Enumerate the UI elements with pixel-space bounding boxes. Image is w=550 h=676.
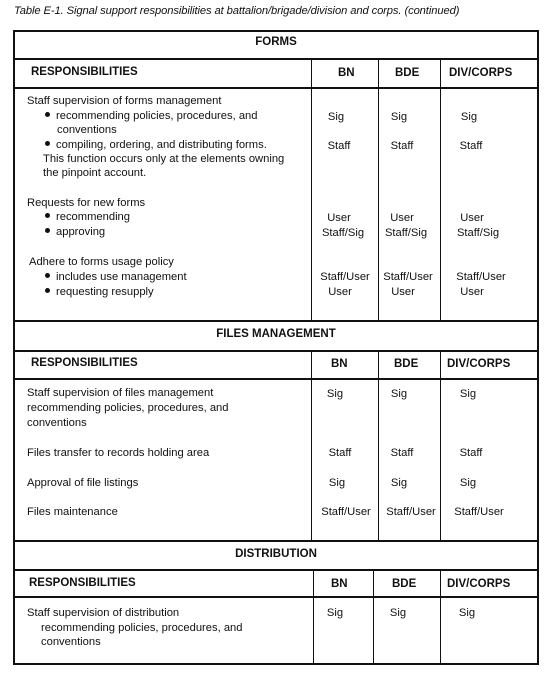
forms-col-header-div-corps: DIV/CORPS xyxy=(449,67,513,79)
cell-bde: Sig xyxy=(390,111,408,123)
divider xyxy=(15,87,537,89)
forms-group-heading: Requests for new forms xyxy=(27,197,146,209)
cell-bde: Sig xyxy=(390,388,408,400)
cell-div-corps: Staff xyxy=(459,140,483,152)
forms-col-header-bde: BDE xyxy=(395,67,420,79)
divider xyxy=(15,378,537,380)
column-divider xyxy=(373,569,374,665)
cell-bde: User xyxy=(390,212,414,224)
column-divider xyxy=(311,58,312,320)
divider xyxy=(15,350,537,352)
cell-div-corps: User xyxy=(460,212,484,224)
distribution-col-header-responsibilities: RESPONSIBILITIES xyxy=(29,577,136,589)
distribution-col-header-bde: BDE xyxy=(392,578,417,590)
distribution-row-label: Staff supervision of distribution xyxy=(27,607,180,619)
divider xyxy=(15,58,537,60)
column-divider xyxy=(378,350,379,540)
list-item: compiling, ordering, and distributing forms. xyxy=(45,138,267,153)
files-row-label: conventions xyxy=(27,417,87,429)
cell-div-corps: User xyxy=(460,286,484,298)
cell-bn: Staff xyxy=(328,447,352,459)
cell-bn: Sig xyxy=(328,477,346,489)
files-row-label: Staff supervision of files management xyxy=(27,387,214,399)
list-item-continuation: This function occurs only at the elements owning xyxy=(43,153,285,165)
cell-bn: User xyxy=(328,286,352,298)
files-row-label: Files maintenance xyxy=(27,506,118,518)
divider xyxy=(15,320,537,322)
files-row-label: Files transfer to records holding area xyxy=(27,447,210,459)
cell-bde: Sig xyxy=(389,607,407,619)
bullet-icon xyxy=(45,288,50,293)
column-divider xyxy=(440,350,441,540)
list-item: includes use management xyxy=(45,270,187,285)
cell-bde: Staff xyxy=(390,140,414,152)
list-item: approving xyxy=(45,225,105,240)
cell-bn: Sig xyxy=(326,388,344,400)
distribution-row-label: conventions xyxy=(41,636,101,648)
cell-bn: User xyxy=(327,212,351,224)
list-item-continuation: conventions xyxy=(57,124,117,136)
cell-bde: Staff/User xyxy=(383,271,433,283)
table-caption: Table E-1. Signal support responsibilities at battalion/brigade/division and corps. (continued) xyxy=(14,5,460,17)
cell-bde: Staff/Sig xyxy=(384,227,428,239)
column-divider xyxy=(311,350,312,540)
responsibilities-table xyxy=(13,30,539,665)
divider xyxy=(15,596,537,598)
distribution-col-header-div-corps: DIV/CORPS xyxy=(447,578,511,590)
cell-div-corps: Staff/User xyxy=(456,271,506,283)
forms-group-heading: Adhere to forms usage policy xyxy=(29,256,174,268)
cell-div-corps: Sig xyxy=(459,477,477,489)
cell-bde: Staff xyxy=(390,447,414,459)
files-section-title: FILES MANAGEMENT xyxy=(216,328,336,340)
cell-div-corps: Sig xyxy=(459,388,477,400)
bullet-icon xyxy=(45,112,50,117)
files-col-header-responsibilities: RESPONSIBILITIES xyxy=(31,357,138,369)
cell-div-corps: Staff xyxy=(459,447,483,459)
column-divider xyxy=(440,58,441,320)
cell-bde: Sig xyxy=(390,477,408,489)
forms-section-title: FORMS xyxy=(255,36,297,48)
cell-bde: User xyxy=(391,286,415,298)
cell-div-corps: Staff/User xyxy=(454,506,504,518)
distribution-section-title: DISTRIBUTION xyxy=(235,548,317,560)
files-row-label: recommending policies, procedures, and xyxy=(27,402,229,414)
list-item: requesting resupply xyxy=(45,285,154,300)
forms-group-heading: Staff supervision of forms management xyxy=(27,95,222,107)
divider xyxy=(15,569,537,571)
files-row-label: Approval of file listings xyxy=(27,477,139,489)
bullet-icon xyxy=(45,228,50,233)
list-item: recommending xyxy=(45,210,130,225)
cell-bn: Sig xyxy=(327,111,345,123)
cell-bde: Staff/User xyxy=(386,506,436,518)
cell-div-corps: Staff/Sig xyxy=(456,227,500,239)
bullet-icon xyxy=(45,213,50,218)
column-divider xyxy=(440,569,441,665)
distribution-row-label: recommending policies, procedures, and xyxy=(41,622,243,634)
forms-col-header-responsibilities: RESPONSIBILITIES xyxy=(31,66,138,78)
list-item: recommending policies, procedures, and xyxy=(45,109,257,124)
divider xyxy=(15,540,537,542)
bullet-icon xyxy=(45,273,50,278)
files-col-header-bde: BDE xyxy=(394,358,419,370)
column-divider xyxy=(378,58,379,320)
cell-bn: Staff xyxy=(327,140,351,152)
forms-col-header-bn: BN xyxy=(338,67,355,79)
cell-bn: Staff/Sig xyxy=(321,227,365,239)
bullet-icon xyxy=(45,141,50,146)
distribution-col-header-bn: BN xyxy=(331,578,348,590)
column-divider xyxy=(313,569,314,665)
files-col-header-bn: BN xyxy=(331,358,348,370)
cell-bn: Sig xyxy=(326,607,344,619)
list-item-continuation: the pinpoint account. xyxy=(43,167,147,179)
cell-div-corps: Sig xyxy=(460,111,478,123)
cell-bn: Staff/User xyxy=(320,271,370,283)
files-col-header-div-corps: DIV/CORPS xyxy=(447,358,511,370)
cell-div-corps: Sig xyxy=(458,607,476,619)
cell-bn: Staff/User xyxy=(321,506,371,518)
